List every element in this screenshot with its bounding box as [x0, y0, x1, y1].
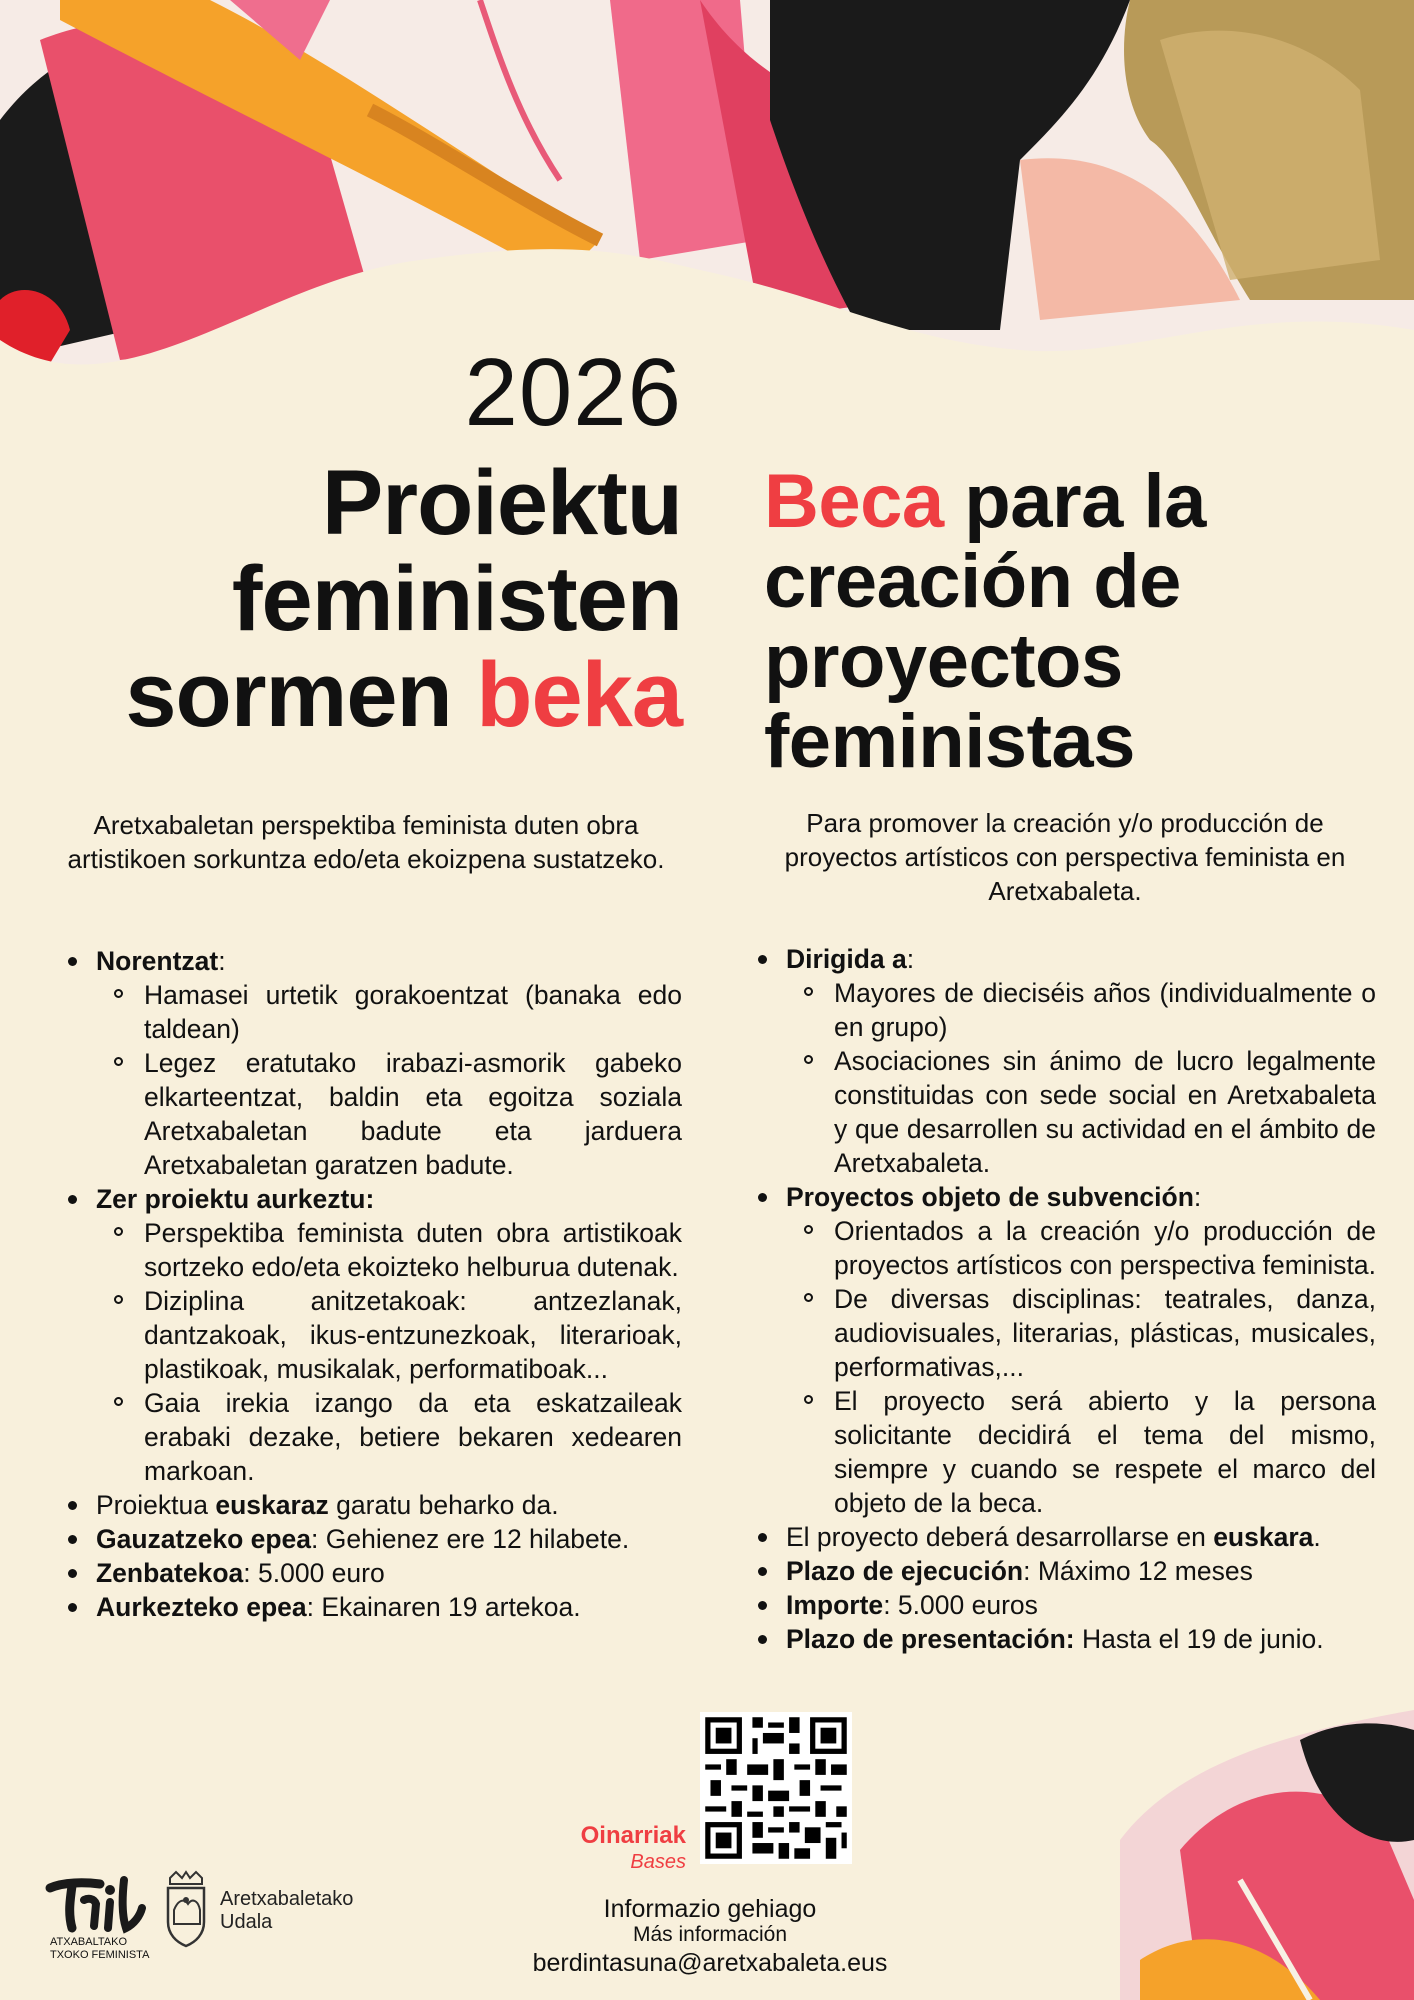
title-basque-line2: feministen [231, 548, 682, 650]
idioma-post: . [1313, 1522, 1321, 1552]
norentzat-label: Norentzat [96, 946, 219, 976]
trit-logo-line1: ATXABALTAKO [50, 1936, 128, 1948]
bottom-decorative-artwork [1120, 1700, 1414, 2000]
idioma-bold: euskara [1213, 1522, 1314, 1552]
udala-line2: Udala [220, 1911, 273, 1933]
zer-label: Zer proiektu aurkeztu: [96, 1184, 375, 1214]
dirigida-item: Asociaciones sin ánimo de lucro legalmente constituidas con sede social en Aretxabaleta y que desarrollen su actividad en el ámbito de Aretxabaleta. [786, 1044, 1376, 1180]
more-info [480, 1894, 940, 1980]
hizkuntza-post: garatu beharko da. [328, 1490, 559, 1520]
presentacion-value: Hasta el 19 de junio. [1074, 1624, 1324, 1654]
dirigida-item: Mayores de dieciséis años (individualmente o en grupo) [786, 976, 1376, 1044]
hizkuntza-bold: euskaraz [215, 1490, 329, 1520]
epea-label: Gauzatzeko epea [96, 1524, 312, 1554]
title-spanish-line1-text: para la [943, 459, 1206, 544]
title-basque-accent: beka [476, 644, 682, 746]
bases-label-spanish[interactable]: Bases [630, 1851, 686, 1873]
list-item-plazo [740, 1554, 1376, 1588]
zer-item: Perspektiba feminista duten obra artistikoak sortzeko edo/eta ekoizteko helburua dutenak. [96, 1216, 682, 1284]
list-item-presentacion [740, 1622, 1376, 1656]
zer-item: Diziplina anitzetakoak: antzezlanak, dantzakoak, ikus-entzunezkoak, literarioak, plastikoak, musikalak, performatiboak... [96, 1284, 682, 1386]
list-item-hizkuntza [50, 1488, 682, 1522]
year-heading: 2026 [464, 339, 682, 446]
list-item-importe [740, 1588, 1376, 1622]
title-spanish-line1 [764, 459, 1404, 544]
importe-label: Importe [786, 1590, 884, 1620]
details-spanish [740, 942, 1376, 1656]
contact-email-link[interactable]: berdintasuna@aretxabaleta.eus [532, 1949, 888, 1977]
intro-basque: Aretxabaletan perspektiba feminista duten obra artistikoen sorkuntza edo/eta ekoizpena sustatzeko. [67, 810, 665, 874]
qr-code-icon[interactable] [700, 1712, 852, 1864]
zenbatekoa-value: : 5.000 euro [243, 1558, 385, 1588]
proyectos-item: Orientados a la creación y/o producción de proyectos artísticos con perspectiva feminista. [786, 1214, 1376, 1282]
importe-value: : 5.000 euros [883, 1590, 1038, 1620]
title-basque [30, 452, 682, 746]
title-spanish-accent: Beca [764, 459, 944, 544]
title-basque-line3-text: sormen [125, 644, 477, 746]
presentacion-label: Plazo de presentación: [786, 1624, 1075, 1654]
aurkezteko-value: : Ekainaren 19 artekoa. [306, 1592, 581, 1622]
bases-label-basque[interactable]: Oinarriak [580, 1822, 686, 1849]
hizkuntza-pre: Proiektua [96, 1490, 216, 1520]
title-basque-line1: Proiektu [321, 452, 682, 554]
details-basque [50, 944, 682, 1624]
title-spanish [764, 459, 1404, 784]
title-spanish-line4: feministas [764, 699, 1135, 784]
intro-spanish: Para promover la creación y/o producción de proyectos artísticos con perspectiva feminista en Aretxabaleta. [784, 808, 1346, 906]
municipal-shield-icon [162, 1870, 210, 1950]
title-spanish-line3: proyectos [764, 619, 1123, 704]
bases-link[interactable] [520, 1822, 686, 1874]
idioma-pre: El proyecto deberá desarrollarse en [786, 1522, 1214, 1552]
list-item-zer-proiektu [50, 1182, 682, 1488]
list-item-dirigida: Dirigida a: Mayores de dieciséis años (individualmente o en grupo) Asociaciones sin ánimo de lucro legalmente constituidas con sede social en Aretxabaleta y que desarrollen su actividad en el ámbito de Aretxabaleta. [740, 942, 1376, 1180]
dirigida-label: Dirigida a [786, 944, 907, 974]
proyectos-item: El proyecto será abierto y la persona solicitante decidirá el tema del mismo, siempre y cuando se respete el marco del objeto de la beca. [786, 1384, 1376, 1520]
norentzat-item: Hamasei urtetik gorakoentzat (banaka edo taldean) [96, 978, 682, 1046]
trit-logo-text [50, 1936, 170, 1962]
zer-item: Gaia irekia izango da eta eskatzaileak erabaki dezake, betiere bekaren xedearen markoan. [96, 1386, 682, 1488]
list-item-epea [50, 1522, 682, 1556]
epea-value: : Gehienez ere 12 hilabete. [311, 1524, 630, 1554]
more-info-spanish: Más información [632, 1923, 788, 1946]
list-item-zenbatekoa [50, 1556, 682, 1590]
aurkezteko-label: Aurkezteko epea [96, 1592, 307, 1622]
list-item-aurkezteko [50, 1590, 682, 1624]
plazo-label: Plazo de ejecución [786, 1556, 1024, 1586]
list-item-norentzat: Norentzat: Hamasei urtetik gorakoentzat (banaka edo taldean) Legez eratutako irabazi-asmorik gabeko elkarteentzat, baldin eta egoitza soziala Aretxabaletan badute eta jarduera Aretxabaletan garatzen badute. [50, 944, 682, 1182]
proyectos-label: Proyectos objeto de subvención [786, 1182, 1194, 1212]
title-spanish-line2: creación de [764, 539, 1181, 624]
udala-line1: Aretxabaletako [220, 1888, 354, 1910]
norentzat-item: Legez eratutako irabazi-asmorik gabeko elkarteentzat, baldin eta egoitza soziala Aretxabaletan badute eta jarduera Aretxabaletan garatzen badute. [96, 1046, 682, 1182]
udala-logo-text [220, 1888, 353, 1934]
zenbatekoa-label: Zenbatekoa [96, 1558, 244, 1588]
trit-logo-line2: TXOKO FEMINISTA [50, 1949, 150, 1961]
proyectos-item: De diversas disciplinas: teatrales, danza, audiovisuales, literarias, plásticas, musicales, performativas,... [786, 1282, 1376, 1384]
list-item-idioma [740, 1520, 1376, 1554]
plazo-value: : Máximo 12 meses [1023, 1556, 1253, 1586]
more-info-basque: Informazio gehiago [603, 1895, 817, 1923]
list-item-proyectos: Proyectos objeto de subvención: Orientados a la creación y/o producción de proyectos artísticos con perspectiva feminista. De diversas disciplinas: teatrales, danza, audiovisuales, literarias, plásticas, musicales, performativas,... El proyecto será abierto y la persona solicitante decidirá el tema del mismo, siempre y cuando se respete el marco del objeto de la beca. [740, 1180, 1376, 1520]
title-basque-line3 [30, 644, 682, 746]
